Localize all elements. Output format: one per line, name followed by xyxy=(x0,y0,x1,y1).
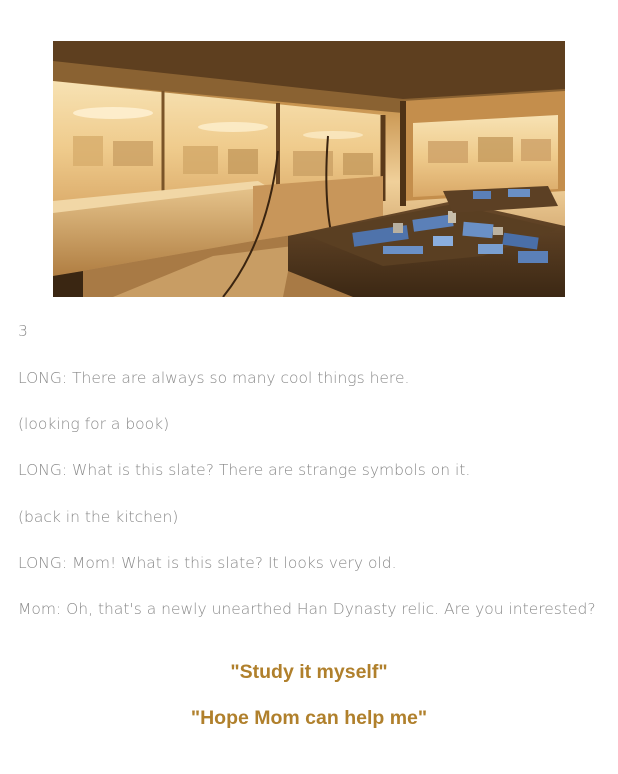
dialogue-line: Mom: Oh, that's a newly unearthed Han Dynasty relic. Are you interested? xyxy=(18,600,596,618)
choice-hope-mom-can-help-me[interactable]: "Hope Mom can help me" xyxy=(190,707,428,729)
dialogue-line: (looking for a book) xyxy=(18,415,170,433)
dialogue-line: (back in the kitchen) xyxy=(18,508,179,526)
choice-study-it-myself[interactable]: "Study it myself" xyxy=(230,661,388,683)
museum-exhibit-hall-illustration xyxy=(53,41,565,297)
dialogue-line: LONG: There are always so many cool things here. xyxy=(18,369,410,387)
dialogue-line: LONG: Mom! What is this slate? It looks very old. xyxy=(18,554,397,572)
dialogue-line: LONG: What is this slate? There are strange symbols on it. xyxy=(18,461,471,479)
page-number: 3 xyxy=(18,322,28,340)
